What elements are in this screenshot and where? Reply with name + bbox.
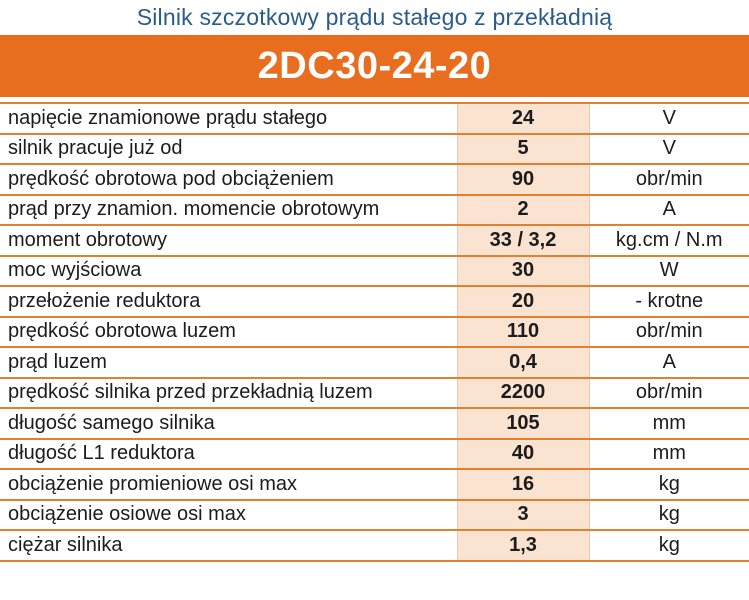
spec-unit: V — [589, 103, 749, 134]
spec-param-label: prędkość silnika przed przekładnią luzem — [0, 378, 457, 409]
spec-value: 105 — [457, 408, 589, 439]
spec-unit: obr/min — [589, 164, 749, 195]
spec-unit: A — [589, 347, 749, 378]
spec-param-label: silnik pracuje już od — [0, 134, 457, 165]
spec-param-label: prąd przy znamion. momencie obrotowym — [0, 195, 457, 226]
spec-unit: kg — [589, 530, 749, 561]
spec-value: 40 — [457, 439, 589, 470]
spec-param-label: długość L1 reduktora — [0, 439, 457, 470]
spec-param-label: ciężar silnika — [0, 530, 457, 561]
spec-param-label: długość samego silnika — [0, 408, 457, 439]
spec-param-label: przełożenie reduktora — [0, 286, 457, 317]
spec-param-label: obciążenie osiowe osi max — [0, 500, 457, 531]
spec-unit: mm — [589, 439, 749, 470]
spec-value: 90 — [457, 164, 589, 195]
model-banner: 2DC30-24-20 — [0, 35, 749, 97]
spec-row — [0, 378, 749, 409]
spec-value: 16 — [457, 469, 589, 500]
spec-unit: mm — [589, 408, 749, 439]
spec-unit: kg — [589, 469, 749, 500]
spec-row — [0, 317, 749, 348]
spec-row — [0, 286, 749, 317]
spec-param-label: moc wyjściowa — [0, 256, 457, 287]
spec-value: 0,4 — [457, 347, 589, 378]
spec-value: 24 — [457, 103, 589, 134]
spec-value: 20 — [457, 286, 589, 317]
spec-unit: obr/min — [589, 317, 749, 348]
spec-row — [0, 103, 749, 134]
spec-value: 5 — [457, 134, 589, 165]
spec-param-label: prędkość obrotowa luzem — [0, 317, 457, 348]
spec-table — [0, 102, 749, 562]
spec-unit: obr/min — [589, 378, 749, 409]
spec-unit: kg — [589, 500, 749, 531]
spec-row — [0, 530, 749, 561]
spec-value: 1,3 — [457, 530, 589, 561]
spec-param-label: prędkość obrotowa pod obciążeniem — [0, 164, 457, 195]
spec-row — [0, 164, 749, 195]
spec-unit: A — [589, 195, 749, 226]
spec-param-label: moment obrotowy — [0, 225, 457, 256]
spec-value: 2 — [457, 195, 589, 226]
spec-row — [0, 408, 749, 439]
spec-unit: kg.cm / N.m — [589, 225, 749, 256]
spec-unit: - krotne — [589, 286, 749, 317]
spec-row — [0, 439, 749, 470]
spec-value: 30 — [457, 256, 589, 287]
spec-row — [0, 469, 749, 500]
spec-value: 2200 — [457, 378, 589, 409]
spec-value: 110 — [457, 317, 589, 348]
spec-row — [0, 500, 749, 531]
spec-row — [0, 195, 749, 226]
spec-row — [0, 347, 749, 378]
spec-row — [0, 225, 749, 256]
spec-param-label: napięcie znamionowe prądu stałego — [0, 103, 457, 134]
spec-value: 33 / 3,2 — [457, 225, 589, 256]
spec-row — [0, 256, 749, 287]
spec-row — [0, 134, 749, 165]
spec-unit: V — [589, 134, 749, 165]
spec-unit: W — [589, 256, 749, 287]
spec-param-label: prąd luzem — [0, 347, 457, 378]
page-title: Silnik szczotkowy prądu stałego z przekładnią — [136, 4, 613, 30]
spec-param-label: obciążenie promieniowe osi max — [0, 469, 457, 500]
spec-table-body — [0, 103, 749, 561]
spec-value: 3 — [457, 500, 589, 531]
